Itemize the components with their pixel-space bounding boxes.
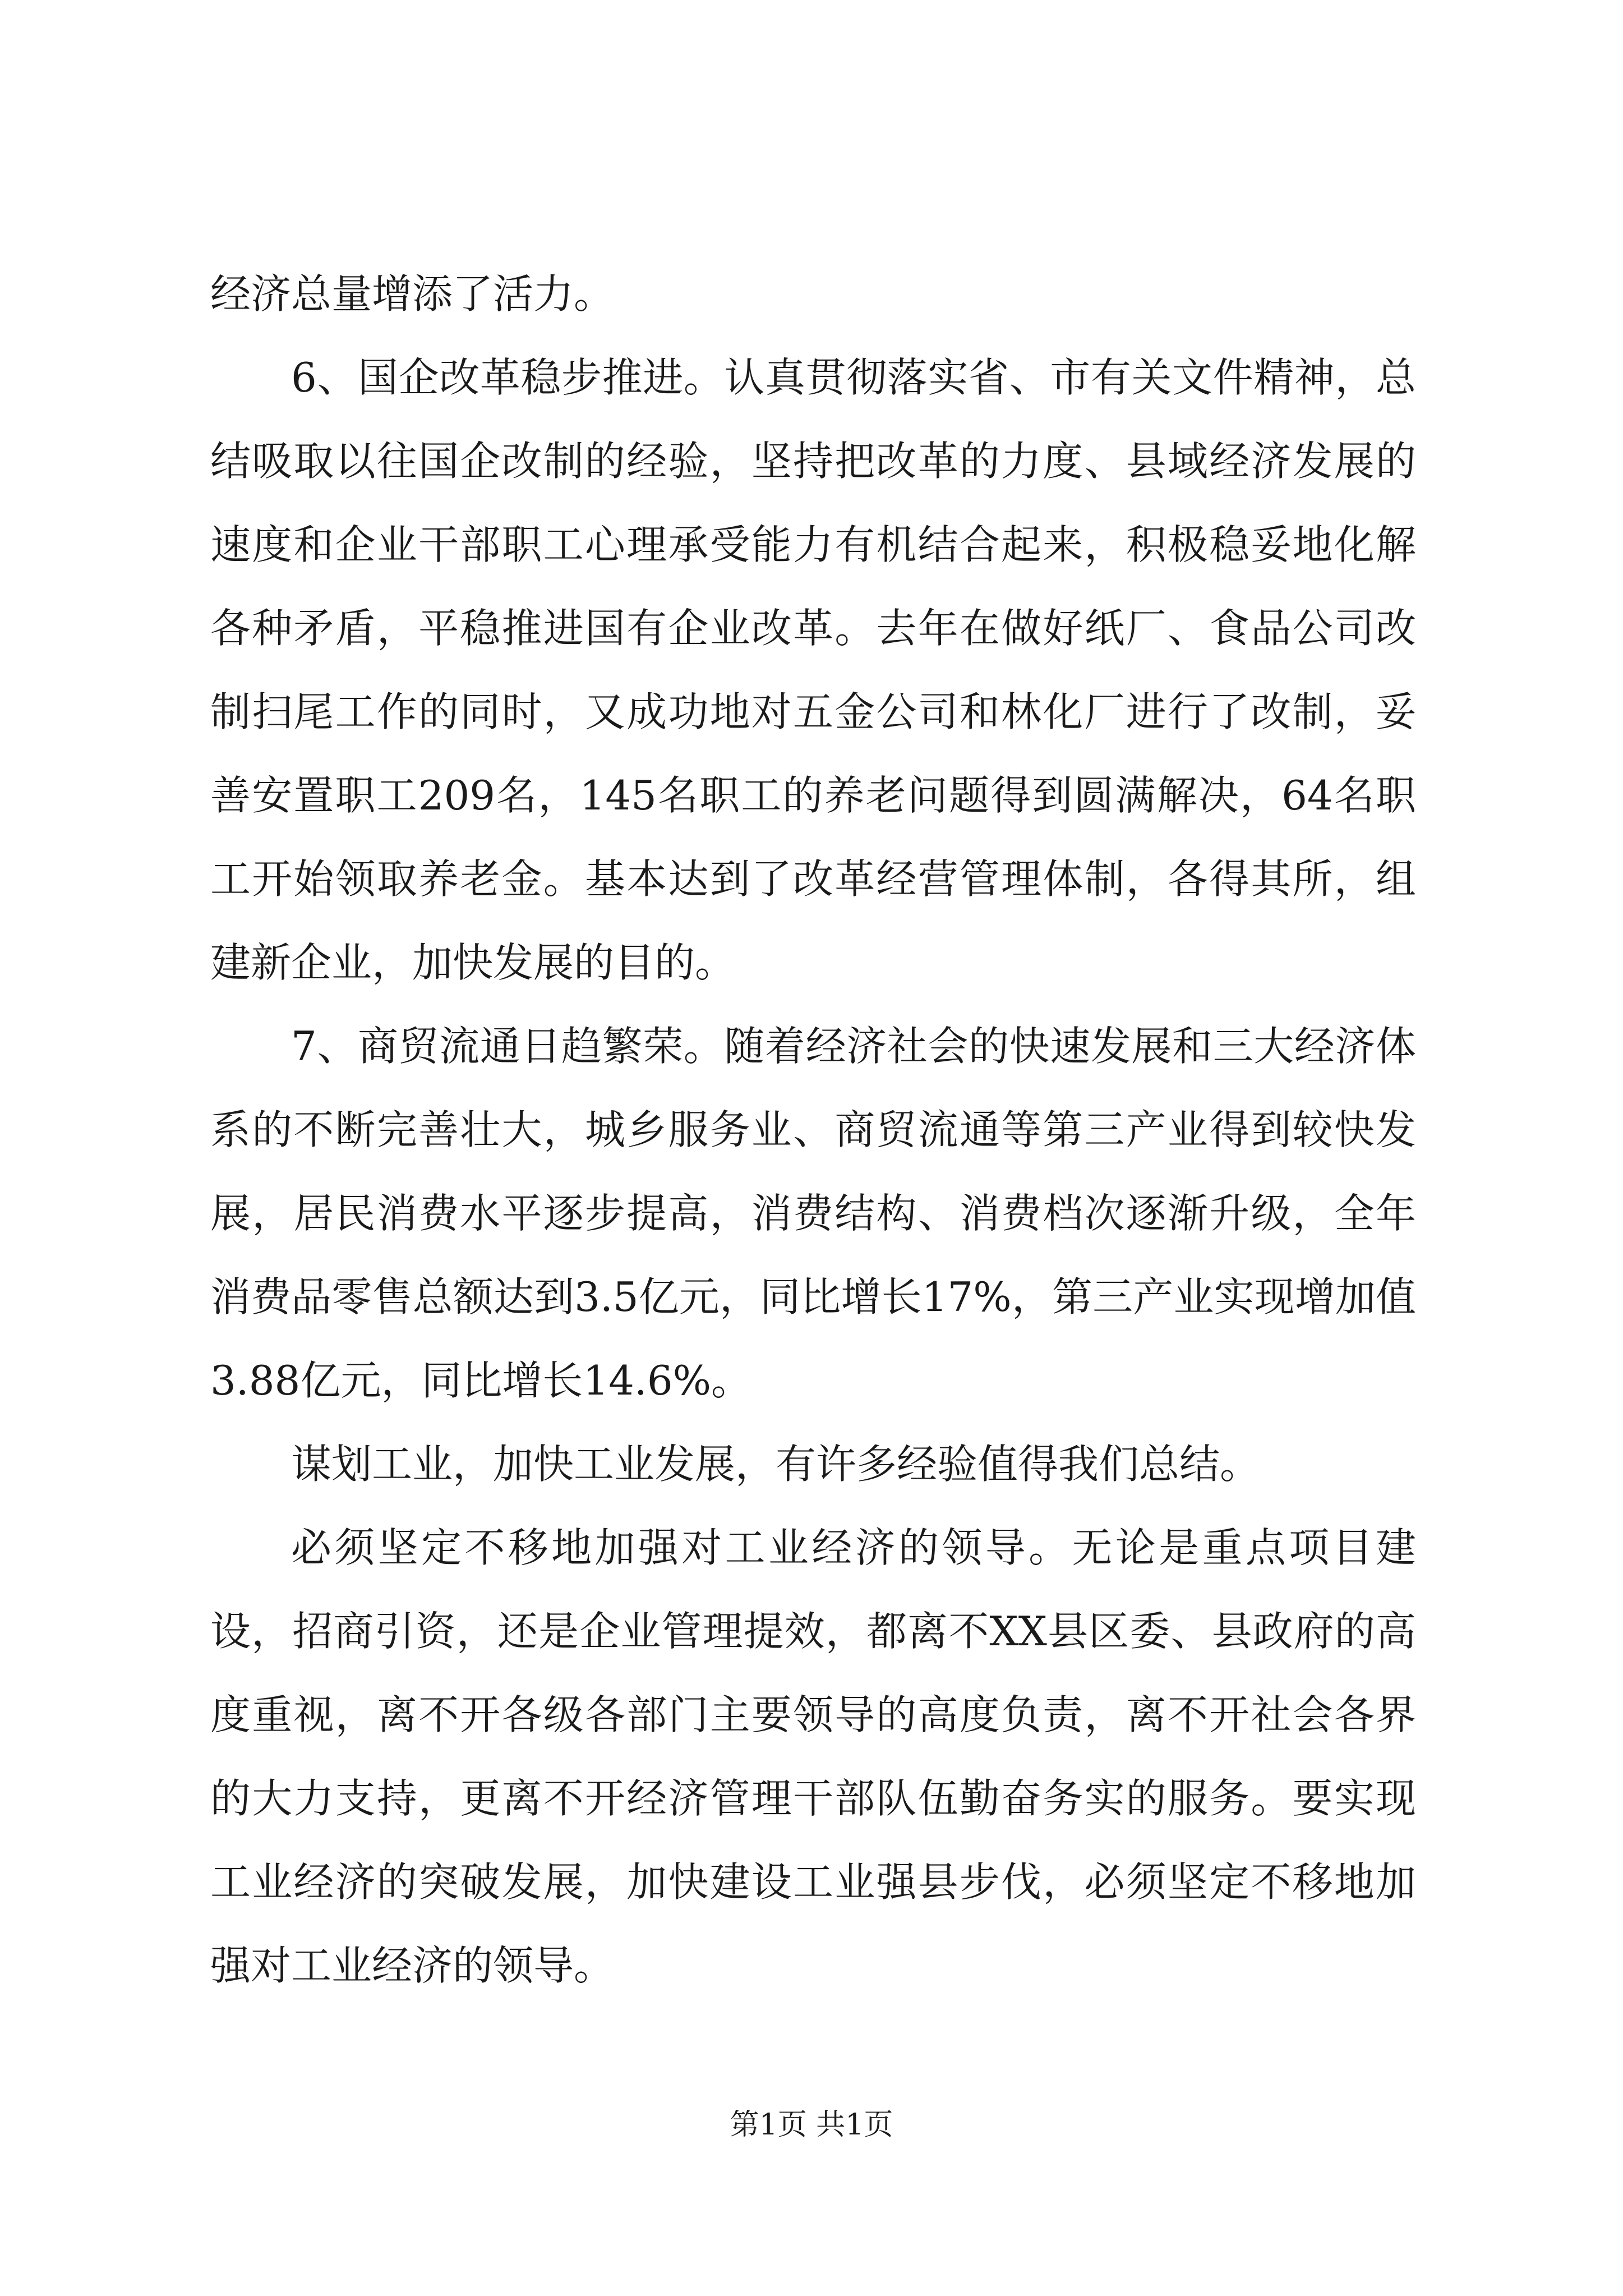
paragraph-leadership: 必须坚定不移地加强对工业经济的领导。无论是重点项目建设，招商引资，还是企业管理提效，都离不XX县区委、县政府的高度重视，离不开各级各部门主要领导的高度负责，离不开社会各界的大力支持，更离不开经济管理干部队伍勤奋务实的服务。要实现工业经济的突破发展，加快建设工业强县步伐，必须坚定不移地加强对工业经济的领导。 <box>210 1524 1416 1989</box>
paragraph-continuation: 经济总量增添了活力。 <box>210 270 615 318</box>
page-footer <box>0 2101 1623 2143</box>
paragraph-item-7: 7、商贸流通日趋繁荣。随着经济社会的快速发展和三大经济体系的不断完善壮大，城乡服务业、商贸流通等第三产业得到较快发展，居民消费水平逐步提高，消费结构、消费档次逐渐升级，全年消费品零售总额达到3.5亿元，同比增长17%，第三产业实现增加值3.88亿元，同比增长14.6%。 <box>210 1023 1416 1404</box>
page-number: 第1页 共1页 <box>730 2108 893 2142</box>
document-body <box>210 252 1416 2008</box>
paragraph-summary: 谋划工业，加快工业发展，有许多经验值得我们总结。 <box>291 1441 1261 1488</box>
paragraph-item-6: 6、国企改革稳步推进。认真贯彻落实省、市有关文件精神，总结吸取以往国企改制的经验，坚持把改革的力度、县域经济发展的速度和企业干部职工心理承受能力有机结合起来，积极稳妥地化解各种矛盾，平稳推进国有企业改革。去年在做好纸厂、食品公司改制扫尾工作的同时，又成功地对五金公司和林化厂进行了改制，妥善安置职工209名，145名职工的养老问题得到圆满解决，64名职工开始领取养老金。基本达到了改革经营管理体制，各得其所，组建新企业，加快发展的目的。 <box>210 354 1416 986</box>
